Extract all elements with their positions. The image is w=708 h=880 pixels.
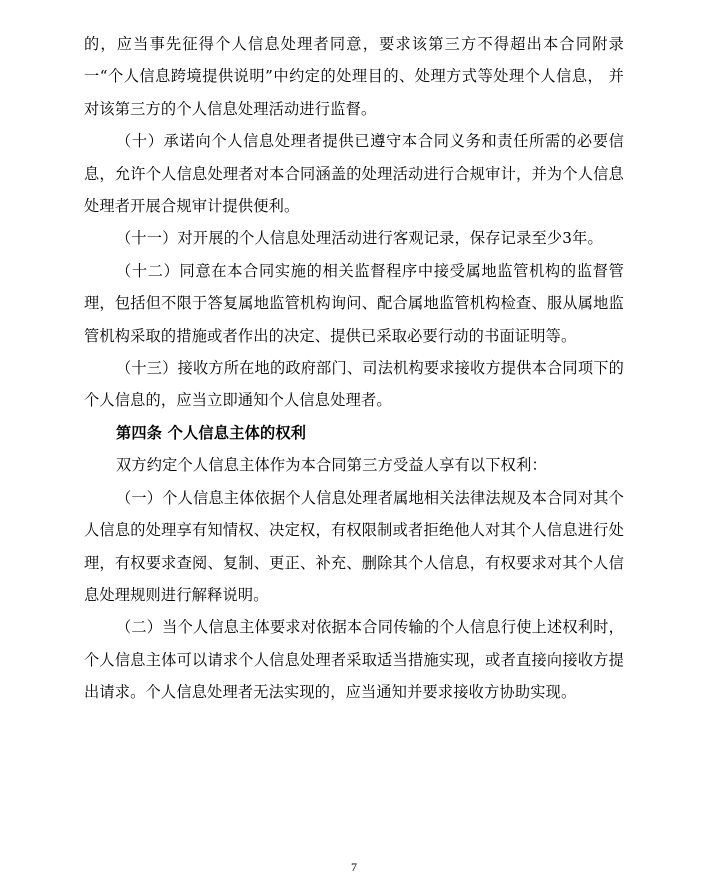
page-number: 7 <box>351 860 357 874</box>
paragraph-rights-intro: 双方约定个人信息主体作为本合同第三方受益人享有以下权利： <box>116 456 547 475</box>
paragraph-rights-1: （一）个人信息主体依据个人信息处理者属地相关法律法规及本合同对其个人信息的处理享有知情权、决定权，有权限制或者拒绝他人对其个人信息进行处理，有权要求查阅、复制、更正、补充、删除其个人信息，有权要求对其个人信息处理规则进行解释说明。 <box>84 488 624 604</box>
paragraph-clause-12: （十二）同意在本合同实施的相关监督程序中接受属地监管机构的监督管理，包括但不限于答复属地监管机构询问、配合属地监管机构检查、服从属地监管机构采取的措施或者作出的决定、提供已采取必要行动的书面证明等。 <box>84 261 624 345</box>
document-page <box>84 28 624 709</box>
paragraph-clause-10: （十）承诺向个人信息处理者提供已遵守本合同义务和责任所需的必要信息，允许个人信息处理者对本合同涵盖的处理活动进行合规审计，并为个人信息处理者开展合规审计提供便利。 <box>84 132 624 216</box>
paragraph-rights-2: （二）当个人信息主体要求对依据本合同传输的个人信息行使上述权利时，个人信息主体可以请求个人信息处理者采取适当措施实现，或者直接向接收方提出请求。个人信息处理者无法实现的，应当通知并要求接收方协助实现。 <box>84 618 624 702</box>
section-heading-article-4: 第四条 个人信息主体的权利 <box>116 423 307 442</box>
paragraph-clause-11: （十一）对开展的个人信息处理活动进行客观记录，保存记录至少3年。 <box>116 229 603 248</box>
paragraph-clause-13: （十三）接收方所在地的政府部门、司法机构要求接收方提供本合同项下的个人信息的，应当立即通知个人信息处理者。 <box>84 359 624 410</box>
paragraph-continuation: 的，应当事先征得个人信息处理者同意，要求该第三方不得超出本合同附录一“个人信息跨境提供说明”中约定的处理目的、处理方式等处理个人信息， 并对该第三方的个人信息处理活动进行监督。 <box>84 35 624 118</box>
